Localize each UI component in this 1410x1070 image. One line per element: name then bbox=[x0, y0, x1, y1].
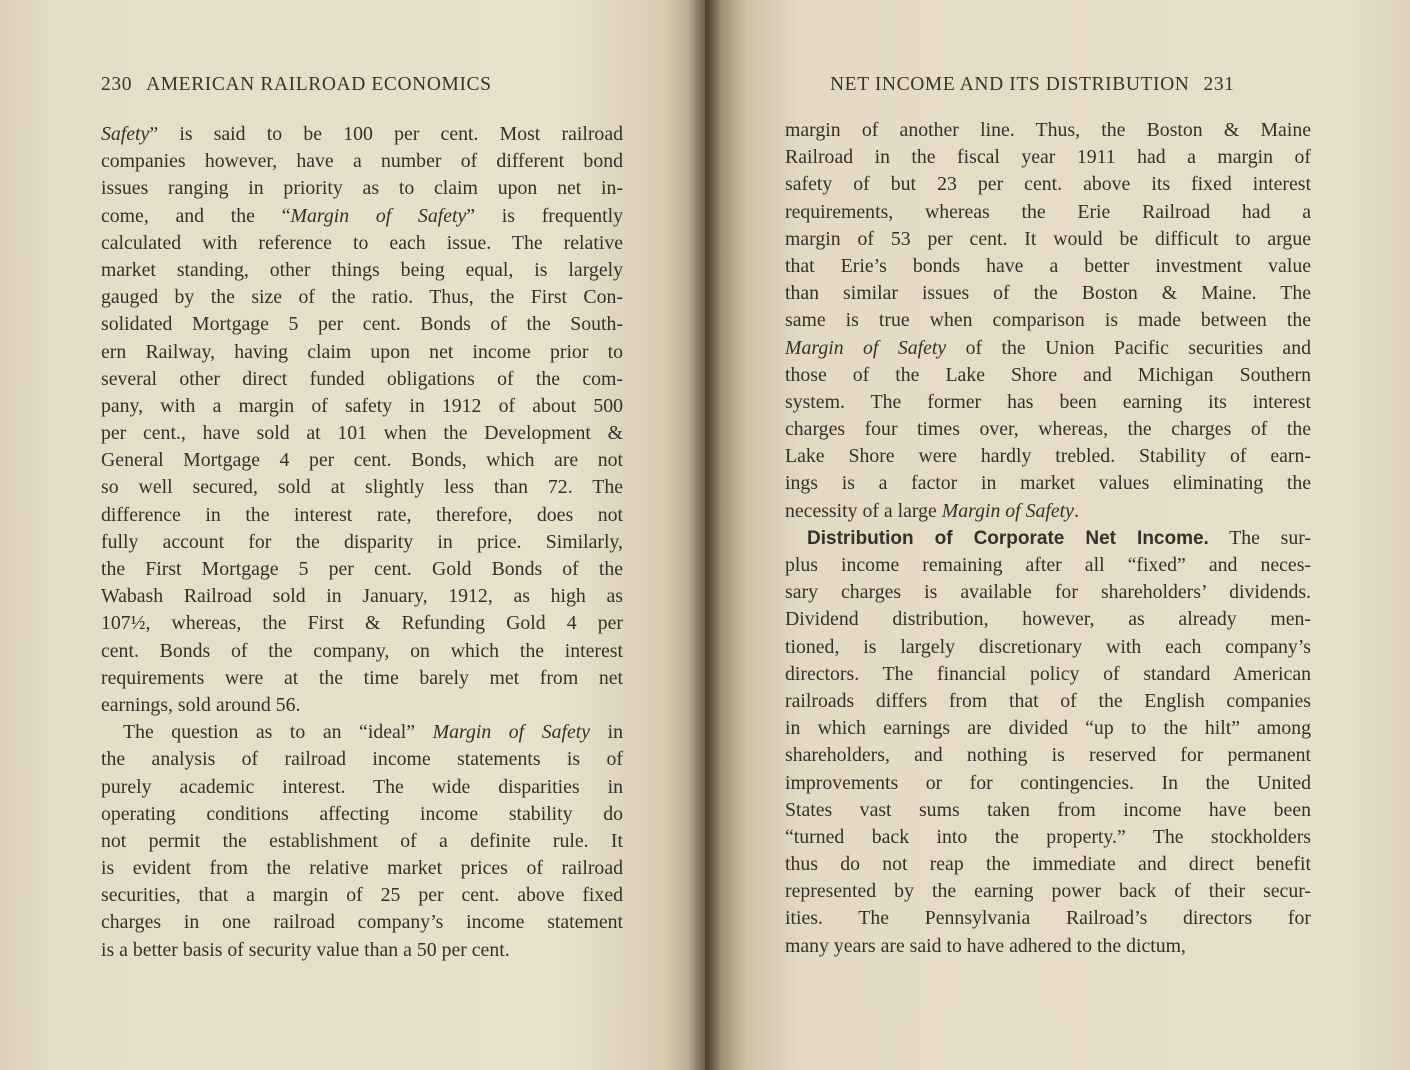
text-line: companies however, have a number of different bond bbox=[101, 150, 623, 173]
text-line: tioned, is largely discretionary with each company’s bbox=[785, 635, 1311, 658]
text-line: requirements were at the time barely met from net bbox=[101, 666, 623, 689]
text-line: issues ranging in priority as to claim upon net in- bbox=[101, 177, 623, 200]
text-line: calculated with reference to each issue. The relative bbox=[101, 231, 623, 254]
text-line: securities, that a margin of 25 per cent. above fixed bbox=[101, 884, 623, 907]
text-line: purely academic interest. The wide disparities in bbox=[101, 775, 623, 798]
text-line: Wabash Railroad sold in January, 1912, as high as bbox=[101, 585, 623, 608]
text-line: several other direct funded obligations of the com- bbox=[101, 367, 623, 390]
text-line: solidated Mortgage 5 per cent. Bonds of the South- bbox=[101, 313, 623, 336]
text-line: requirements, whereas the Erie Railroad had a bbox=[785, 200, 1311, 223]
text-line: is a better basis of security value than a 50 per cent. bbox=[101, 938, 510, 961]
text-line: earnings, sold around 56. bbox=[101, 693, 301, 716]
right-page-number: 231 bbox=[1203, 74, 1235, 95]
text-line: charges four times over, whereas, the charges of the bbox=[785, 418, 1311, 441]
right-page bbox=[705, 0, 1410, 1070]
text-line: sary charges is available for shareholders’ dividends. bbox=[785, 581, 1311, 604]
text-line: necessity of a large Margin of Safety. bbox=[785, 499, 1079, 522]
text-line: margin of 53 per cent. It would be difficult to argue bbox=[785, 227, 1311, 250]
text-line: represented by the earning power back of their secur- bbox=[785, 880, 1311, 903]
text-line: that Erie’s bonds have a better investment value bbox=[785, 254, 1311, 277]
text-line: is evident from the relative market prices of railroad bbox=[101, 857, 623, 880]
text-line: pany, with a margin of safety in 1912 of about 500 bbox=[101, 394, 623, 417]
text-line: Lake Shore were hardly trebled. Stability of earn- bbox=[785, 445, 1311, 468]
text-line: directors. The financial policy of standard American bbox=[785, 662, 1311, 685]
text-line: shareholders, and nothing is reserved for permanent bbox=[785, 744, 1311, 767]
text-line: those of the Lake Shore and Michigan Southern bbox=[785, 363, 1311, 386]
right-running-head bbox=[830, 74, 1235, 96]
text-line: so well secured, sold at slightly less than 72. The bbox=[101, 476, 623, 499]
text-line: General Mortgage 4 per cent. Bonds, which are not bbox=[101, 449, 623, 472]
text-line: market standing, other things being equal, is largely bbox=[101, 258, 623, 281]
text-line: Margin of Safety of the Union Pacific securities and bbox=[785, 336, 1311, 359]
text-line: in which earnings are divided “up to the hilt” among bbox=[785, 717, 1311, 740]
left-running-head bbox=[101, 74, 492, 96]
text-line: charges in one railroad company’s income statement bbox=[101, 911, 623, 934]
text-line: than similar issues of the Boston & Maine. The bbox=[785, 282, 1311, 305]
left-body-text bbox=[101, 121, 623, 964]
text-line: cent. Bonds of the company, on which the interest bbox=[101, 639, 623, 662]
text-line: gauged by the size of the ratio. Thus, the First Con- bbox=[101, 286, 623, 309]
text-line: plus income remaining after all “fixed” and neces- bbox=[785, 554, 1311, 576]
text-line: many years are said to have adhered to the dictum, bbox=[785, 934, 1186, 957]
text-line: Distribution of Corporate Net Income. The sur- bbox=[807, 526, 1311, 549]
text-line: thus do not reap the immediate and direct benefit bbox=[785, 853, 1311, 876]
text-line: ern Railway, having claim upon net income prior to bbox=[101, 340, 623, 363]
left-head-title: AMERICAN RAILROAD ECONOMICS bbox=[146, 74, 492, 95]
text-line: the analysis of railroad income statements is of bbox=[101, 748, 623, 771]
left-page-number: 230 bbox=[101, 74, 133, 95]
text-line: fully account for the disparity in price. Similarly, bbox=[101, 530, 623, 553]
text-line: 107½, whereas, the First & Refunding Gold 4 per bbox=[101, 612, 623, 635]
text-line: safety of but 23 per cent. above its fixed interest bbox=[785, 173, 1311, 196]
text-line: improvements or for contingencies. In the United bbox=[785, 771, 1311, 794]
right-head-title: NET INCOME AND ITS DISTRIBUTION bbox=[830, 74, 1190, 95]
text-line: come, and the “Margin of Safety” is frequently bbox=[101, 204, 623, 227]
text-line: The question as to an “ideal” Margin of Safety in bbox=[123, 721, 623, 744]
text-line: not permit the establishment of a definite rule. It bbox=[101, 829, 623, 852]
text-line: States vast sums taken from income have been bbox=[785, 798, 1311, 821]
text-line: ities. The Pennsylvania Railroad’s directors for bbox=[785, 907, 1311, 930]
text-line: Railroad in the fiscal year 1911 had a margin of bbox=[785, 146, 1311, 169]
text-line: railroads differs from that of the English companies bbox=[785, 689, 1311, 712]
text-line: Dividend distribution, however, as already men- bbox=[785, 608, 1311, 631]
text-line: the First Mortgage 5 per cent. Gold Bonds of the bbox=[101, 558, 623, 580]
text-line: ings is a factor in market values eliminating the bbox=[785, 472, 1311, 495]
text-line: margin of another line. Thus, the Boston & Maine bbox=[785, 119, 1311, 141]
text-line: difference in the interest rate, therefore, does not bbox=[101, 503, 623, 526]
right-body-text bbox=[785, 117, 1311, 960]
text-line: system. The former has been earning its interest bbox=[785, 390, 1311, 413]
text-line: same is true when comparison is made between the bbox=[785, 309, 1311, 332]
text-line: per cent., have sold at 101 when the Development & bbox=[101, 422, 623, 445]
text-line: operating conditions affecting income stability do bbox=[101, 802, 623, 825]
text-line: Safety” is said to be 100 per cent. Most railroad bbox=[101, 123, 623, 145]
text-line: “turned back into the property.” The stockholders bbox=[785, 825, 1311, 848]
